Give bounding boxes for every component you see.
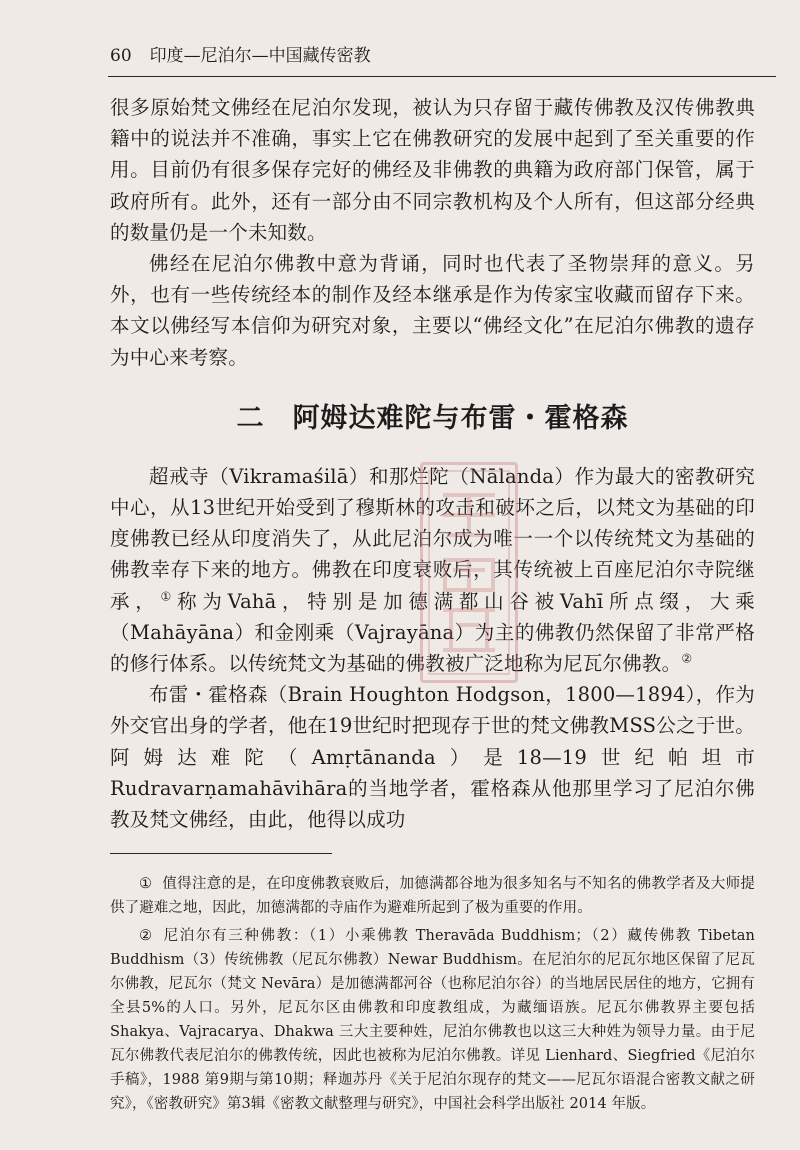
footnotes (110, 872, 755, 1120)
paragraph-3-part-b: 称为Vahā，特别是加德满都山谷被Vahī所点缀，大乘（Mahāyāna）和金刚乘（Vajrayāna）为主的佛教仍然保留了非常严格的修行体系。以传统梵文为基础的佛教被广泛地称为尼瓦尔佛教。 (110, 589, 756, 676)
footnote-text: 值得注意的是，在印度佛教衰败后，加德满都谷地为很多知名与不知名的佛教学者及大师提供了避难之地，因此，加德满都的寺庙作为避难所起到了极为重要的作用。 (110, 876, 755, 916)
paragraph-2: 佛经在尼泊尔佛教中意为背诵，同时也代表了圣物崇拜的意义。另外，也有一些传统经本的制作及经本继承是作为传家宝收藏而留存下来。本文以佛经写本信仰为研究对象，主要以“佛经文化”在尼泊尔佛教的遗存为中心来考察。 (110, 252, 755, 369)
footnote-rule (110, 853, 332, 854)
section-number: 二 (236, 402, 265, 434)
running-header (110, 44, 770, 68)
paragraph-3 (110, 461, 755, 679)
footnote-ref-2[interactable]: ② (681, 651, 693, 666)
footnote-mark: ① (139, 876, 153, 892)
paragraph-3-part-a: 超戒寺（Vikramaśilā）和那烂陀（Nālanda）作为最大的密教研究中心，从13世纪开始受到了穆斯林的攻击和破坏之后，以梵文为基础的印度佛教已经从印度消失了，从此尼泊尔成为唯一一个以传统梵文为基础的佛教幸存下来的地方。佛教在印度衰败后，其传统被上百座尼泊尔寺院继承， (110, 464, 755, 613)
paragraph-4: 布雷・霍格森（Brain Houghton Hodgson，1800—1894），作为外交官出身的学者，他在19世纪时把现存于世的梵文佛教MSS公之于世。阿姆达难陀（Amṛtānanda）是18—19世纪帕坦市Rudravarṇamahāvihāra的当地学者，霍格森从他那里学习了尼泊尔佛教及梵文佛经，由此，他得以成功 (110, 683, 755, 832)
page-number: 60 (110, 46, 132, 66)
body-text (110, 92, 755, 835)
header-title: 印度—尼泊尔—中国藏传密教 (149, 46, 371, 66)
paragraph-1: 很多原始梵文佛经在尼泊尔发现，被认为只存留于藏传佛教及汉传佛教典籍中的说法并不准确，事实上它在佛教研究的发展中起到了至关重要的作用。目前仍有很多保存完好的佛经及非佛教的典籍为政府部门保管，属于政府所有。此外，还有一部分由不同宗教机构及个人所有，但这部分经典的数量仍是一个未知数。 (110, 96, 755, 244)
section-title: 阿姆达难陀与布雷・霍格森 (292, 402, 629, 434)
footnote-2 (110, 924, 755, 1116)
header-rule (108, 76, 776, 77)
footnote-1 (110, 872, 755, 920)
section-heading (110, 399, 755, 439)
footnote-text: 尼泊尔有三种佛教：（1）小乘佛教 Theravāda Buddhism；（2）藏传佛教 Tibetan Buddhism（3）传统佛教（尼瓦尔佛教）Newar Buddhism。在尼泊尔的尼瓦尔地区保留了尼瓦尔佛教，尼瓦尔（梵文 Nevāra）是加德满都河谷（也称尼泊尔谷）的当地居民居住的地方，它拥有全县5%的人口。另外，尼瓦尔区由佛教和印度教组成，为藏缅语族。尼瓦尔佛教界主要包括 Shakya、Vajracarya、Dhakwa 三大主要种姓，尼泊尔佛教也以这三大种姓为领导力量。由于尼瓦尔佛教代表尼泊尔的佛教传统，因此也被称为尼泊尔佛教。详见 Lienhard、Siegfried《尼泊尔手稿》，1988 第9期与第10期；释迦苏丹《关于尼泊尔现存的梵文——尼瓦尔语混合密教文献之研究》，《密教研究》第3辑《密教文献整理与研究》，中国社会科学出版社 2014 年版。 (110, 928, 755, 1112)
footnote-mark: ② (139, 928, 154, 944)
footnote-ref-1[interactable]: ① (160, 589, 178, 604)
